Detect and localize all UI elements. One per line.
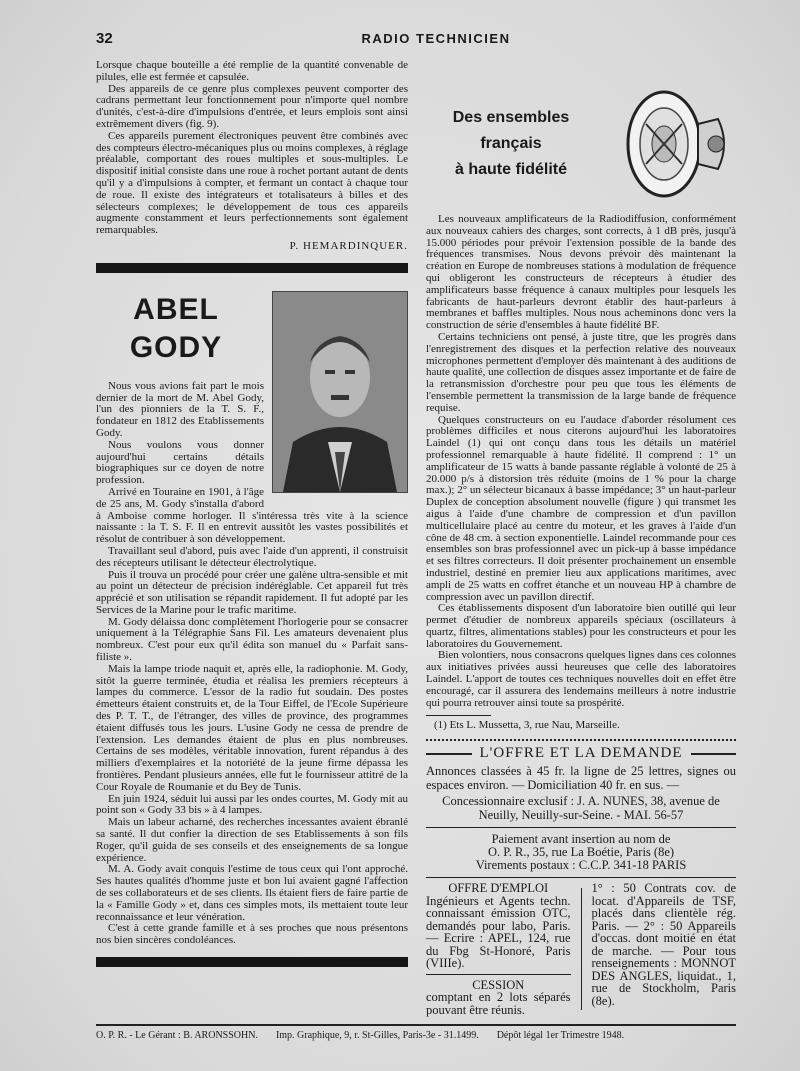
paragraph: M. Gody délaissa donc complètement l'horlogerie pour se consacrer uniquement à la Télégraphie Sans Fil. Les amateurs devenaient plus nombreux. C'est pour eux qu'il édita son manuel du « Parfait sans-filiste ». [96,615,408,664]
cession-ad-continued: 1° : 50 Contrats cov. de locat. d'Appareils de TSF, placés dans clientèle rég. Paris. — 2° : 50 Appareils d'occas. dont moitié en état de marche. — Pour tous renseignements : MONNOT DES ANGLES, liquidat., 1, rue de Stockholm, Paris (8e). [591,881,736,1008]
job-offer-ad [426,882,571,970]
divider-bar [96,263,408,273]
classifieds-rates: Annonces classées à 45 fr. la ligne de 25 lettres, signes ou espaces environ. — Domiciliation 40 fr. en sus. — [426,764,736,792]
footer-rule [96,1024,736,1026]
divider-bar [96,957,408,967]
footnote-rule [426,715,491,716]
paragraph: C'est à cette grande famille et à ses proches que nous présentons nos bien sincères condoléances. [96,922,408,947]
column-divider [581,888,582,1010]
paragraph: Bien volontiers, nous consacrons quelques lignes dans ces colonnes aux initiatives privées aussi heureuses que celle des laboratoires Laindel. L'apport de toutes ces techniques nouvelles doit en effet être encouragé, car il assurera des lendemains meilleurs à notre industrie qui pourra retrouver ainsi toute sa prospérité. [426,649,736,709]
payment-line: Virements postaux : C.C.P. 341-18 PARIS [475,858,687,873]
left-ads [426,882,571,1016]
paragraph: M. A. Gody avait conquis l'estime de tous ceux qui l'ont approché. Ses hautes qualités d'homme juste et bon lui avaient gagné l'affection de ses collaborateurs et de ses clients. Ils étaient fiers de faire partie de la « Famille Gody » et, dans ces simples mots, ils mettaient toute leur reconnaissance et leur vénération. [96,863,408,923]
hifi-article-body [426,214,736,709]
payment-line: O. P. R., 35, rue La Boétie, Paris (8e) [487,845,675,860]
title-line: Des ensembles français [452,109,570,152]
paragraph: Nous voulons vous donner aujourd'hui certains détails biographiques sur ce doyen de notre profession. [96,438,264,487]
paragraph: Des appareils de ce genre plus complexes peuvent comporter des cadrans permettant leur fonctionnement pour n'importe quel nombre d'unités, c'est-à-dire d'impulsions d'entrée, et leurs emplois sont ainsi extrêmement divers (fig. 9). [96,82,408,130]
paragraph: Mais un labeur acharné, des recherches incessantes avaient ébranlé sa santé. Il dut confier la direction de ses Etablissements à son fils Roger, qu'il guida de ses conseils et des enseignements de sa longue expérience. [96,816,408,864]
paragraph: Lorsque chaque bouteille a été remplie de la quantité convenable de pilules, elle est fermée et capsulée. [96,59,408,83]
paragraph: Travaillant seul d'abord, puis avec l'aide d'un apprenti, il construisit des récepteurs utilisant le détecteur électrolytique. [96,544,408,569]
paragraph: Nous vous avions fait part le mois dernier de la mort de M. Abel Gody, l'un des pionniers de la T. S. F., fondateur en 1812 des Etablissements Gody. [96,379,264,439]
paragraph: Puis il trouva un procédé pour créer une galène ultra-sensible et mit au point un détecteur de précision indéréglable. Cet appareil fut très apprécié et son utilisation se répandit rapidement. Il fut adopté par les Services de la Marine pour le trafic maritime. [96,568,408,616]
payment-info [426,833,736,872]
divider [426,877,736,878]
imprint-footer [96,1030,756,1041]
legal-deposit: Dépôt légal 1er Trimestre 1948. [496,1030,625,1042]
page-header [96,30,736,60]
paragraph: Certains techniciens ont pensé, à juste titre, que les progrès dans l'enregistrement des disques et la perfection relative des nouveaux microphones permettent d'employer dès maintenant à des auditions de haute qualité, une collection de disques assez importante et de faire de la retransmission d'orchestre pour peu que tous les éléments de l'ensemble permettent la transmission de la large bande de fréquence requise. [426,330,736,414]
paragraph: Mais la lampe triode naquit et, après elle, la radiophonie. M. Gody, sitôt la guerre terminée, étudia et réalisa les premiers récepteurs à lampes du commerce. L'essor de la radio fut soudain. Des postes émetteurs étaient construits et, de la Tour Eiffel, de l'Ecole Supérieure des P. T. T., de l'étranger, des villes de province, des programmes étaient diffusés tous les jours. L'usine Gody ne cessa de prendre de l'extension. Les demandes étaient de plus en plus nombreuses. Certains de ses modèles, véritable innovation, furent répandus à des milliers d'exemplaires et la notoriété de la jeune firme dépassa les frontières. Pendant plusieurs années, elle fut le fournisseur attitré de la Cour Royale de Roumanie et du Bey de Tunis. [96,662,408,793]
footnote: (1) Ets L. Mussetta, 3, rue Nau, Marseille. [434,719,620,732]
paragraph: En juin 1924, séduit lui aussi par les ondes courtes, M. Gody mit au point son « Gody 33 bis » à 4 lampes. [96,792,408,817]
title-line: à haute fidélité [454,161,568,178]
title-line: ABEL [133,292,219,326]
classifieds-title: L'OFFRE ET LA DEMANDE [479,745,683,762]
author-signature: P. HEMARDINQUER. [289,239,408,252]
portrait-photo [272,291,408,493]
title-line: GODY [129,330,223,364]
printer: Imp. Graphique, 9, r. St-Gilles, Paris-3e - 31.1499. [275,1030,479,1042]
paragraph: Ces établissements disposent d'un laboratoire bien outillé qui leur permet d'étudier de nombreux appareils spéciaux (oscillateurs à quartz, filtres, alimentations stables) pour les constructeurs et pour les laboratoires du Gouvernement. [426,602,736,650]
cession-ad [426,979,571,1017]
obituary-title [96,291,256,367]
article-header [426,74,736,214]
loudspeaker-illustration [606,79,736,209]
paragraph-start: Arrivé en Touraine en 1901, à l'âge de 25 ans, M. Gody s'installa d'abord [96,485,264,510]
ad-text: comptant en 2 lots séparés pouvant être réunis. [426,990,571,1017]
ad-title: CESSION [472,977,525,992]
divider [426,974,571,975]
publisher: O. P. R. - Le Gérant : B. ARONSSOHN. [96,1030,258,1042]
masthead: RADIO TECHNICIEN [361,31,511,46]
obituary [96,291,408,947]
paragraph: Les nouveaux amplificateurs de la Radiodiffusion, conformément aux nouveaux cahiers des charges, sont corrects, à 1 dB près, jusqu'à 15.000 périodes pour prévoir l'extension possible de la bande des fréquences transmises. Nous devons prévoir dès maintenant la création en Europe de nombreuses stations à modulation de fréquence qui obligeront les constructeurs de récepteurs à étudier des amplificateurs basse fréquence à canaux multiples pour lesquels les fabricants de haut-parleurs devront établir des haut-parleurs à membranes et baffles multiples. Nous nous acheminons donc vers la construction de série d'ensembles à haute fidélité BF. [426,213,736,332]
classified-ads [426,882,736,1016]
paragraph: Ces appareils purement électroniques peuvent être combinés avec des compteurs électro-mécaniques plus ou moins complexes, à réglage préalable, comportant des roues multiples et sous-multiples. Le dispositif initial consiste dans une roue à rochet portant autant de dents qu'il y a d'impulsions à compter, et fermant un contact à chaque tour de roue. Il existe des intégrateurs et totalisateurs à billes et des sélecteurs complexes; le développement de tous ces appareils augmente constamment et leurs perfectionnements sont également remarquables. [96,129,408,237]
left-column [96,60,408,977]
divider [426,827,736,828]
paragraph-continuation: à Amboise comme horloger. Il s'intéressa très vite à la science naissante : la T. S. F. Il en entrevit aussitôt les vastes possibilités et résolut de contribuer à son développement. [96,509,408,546]
article-continuation [96,60,408,253]
classifieds-heading [426,745,736,762]
page-columns [96,60,800,1016]
article-title [426,105,596,183]
classifieds-concession: Concessionnaire exclusif : J. A. NUNES, 38, avenue de Neuilly, Neuilly-sur-Seine. - MAI. 56-57 [442,794,720,822]
right-column [426,60,736,1016]
paragraph: Quelques constructeurs on eu l'audace d'aborder résolument ces problèmes difficiles et nous citerons aujourd'hui les laboratoires Laindel (1) qui ont conçu dans tous les détails un matériel professionnel remarquable à haute fidélité. Il comprend : 1° un amplificateur de 15 watts à bande passante réglable à volonté de 25 à 20.000 p/s à distorsion très réduite (moins de 1 % pour la charge max.); 2° un sélecteur bicanaux à basse impédance; 3° un haut-parleur Duplex de conception absolument nouvelle (figure ) qui transmet les aigus à l'aide d'une chambre de compression et d'un pavillon multicellulaire placé au centre du moteur, et les graves à l'aide d'un cône de 48 cm. à section exponentielle. Laindel recommande pour ces ensembles son bras professionnel avec un pick-up à basse impédance et ses filtres correcteurs. Il doit présenter prochainement un ensemble industriel, destiné en premier lieu aux applications maritimes, avec ampli de 25 watts en coffret étanche et un nouveau HP à chambre de compression avec un pavillon directif. [426,413,736,603]
payment-line: Paiement avant insertion au nom de [491,832,671,847]
ad-title: OFFRE D'EMPLOI [448,881,549,896]
page-number: 32 [96,30,113,47]
dotted-divider [426,739,736,741]
ad-text: Ingénieurs et Agents techn. connaissant émission OTC, demandés pour labo, Paris. — Ecrire : APEL, 124, rue du Fbg St-Honoré, Paris (VIIIe). [426,893,571,971]
paragraph [96,487,408,546]
